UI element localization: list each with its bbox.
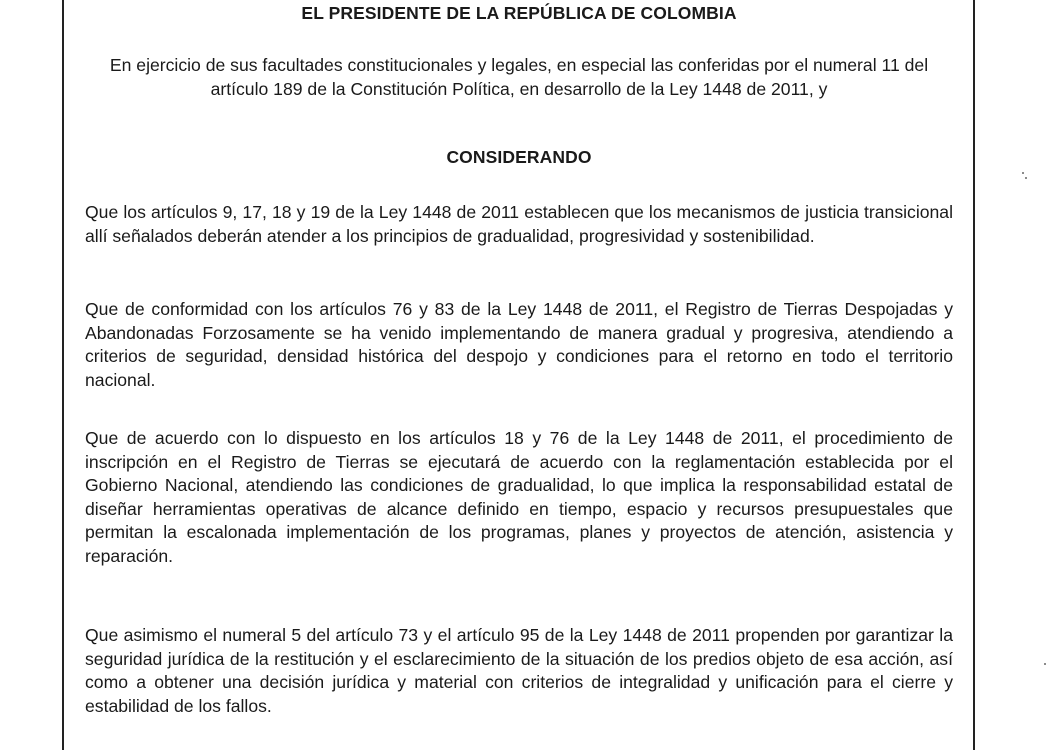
considerando-paragraph-3: Que de acuerdo con lo dispuesto en los artículos 18 y 76 de la Ley 1448 de 2011, el procedimiento de inscripción en el Registro de Tierras se ejecutará de acuerdo con la reglamentación establecida por el Gobierno Nacional, atendiendo las condiciones de gradualidad, lo que implica la responsabilidad estatal de diseñar herramientas operativas de alcance definido en tiempo, espacio y recursos presupuestales que permitan la escalonada implementación de los programas, planes y proyectos de atención, asistencia y reparación. bbox=[85, 428, 953, 566]
scan-speck bbox=[1022, 172, 1024, 174]
scan-speck bbox=[1025, 177, 1027, 179]
considerando-paragraph-1: Que los artículos 9, 17, 18 y 19 de la Ley 1448 de 2011 establecen que los mecanismos de justicia transicional allí señalados deberán atender a los principios de gradualidad, progresividad y sostenibilidad. bbox=[85, 202, 953, 246]
page-border-left bbox=[62, 0, 64, 750]
page-border-right bbox=[973, 0, 975, 750]
preamble-paragraph: En ejercicio de sus facultades constitucionales y legales, en especial las conferidas por el numeral 11 del artículo 189 de la Constitución Política, en desarrollo de la Ley 1448 de 2011, y bbox=[109, 55, 929, 99]
document-heading: EL PRESIDENTE DE LA REPÚBLICA DE COLOMBIA bbox=[301, 3, 737, 23]
considerando-heading: CONSIDERANDO bbox=[446, 147, 592, 167]
considerando-paragraph-4: Que asimismo el numeral 5 del artículo 73 y el artículo 95 de la Ley 1448 de 2011 propenden por garantizar la seguridad jurídica de la restitución y el esclarecimiento de la situación de los predios objeto de esa acción, así como a obtener una decisión jurídica y material con criterios de integralidad y unificación para el cierre y estabilidad de los fallos. bbox=[85, 625, 953, 716]
scan-speck bbox=[1044, 663, 1046, 665]
considerando-paragraph-2: Que de conformidad con los artículos 76 y 83 de la Ley 1448 de 2011, el Registro de Tierras Despojadas y Abandonadas Forzosamente se ha venido implementando de manera gradual y progresiva, atendiendo a criterios de seguridad, densidad histórica del despojo y condiciones para el retorno en todo el territorio nacional. bbox=[85, 299, 953, 390]
